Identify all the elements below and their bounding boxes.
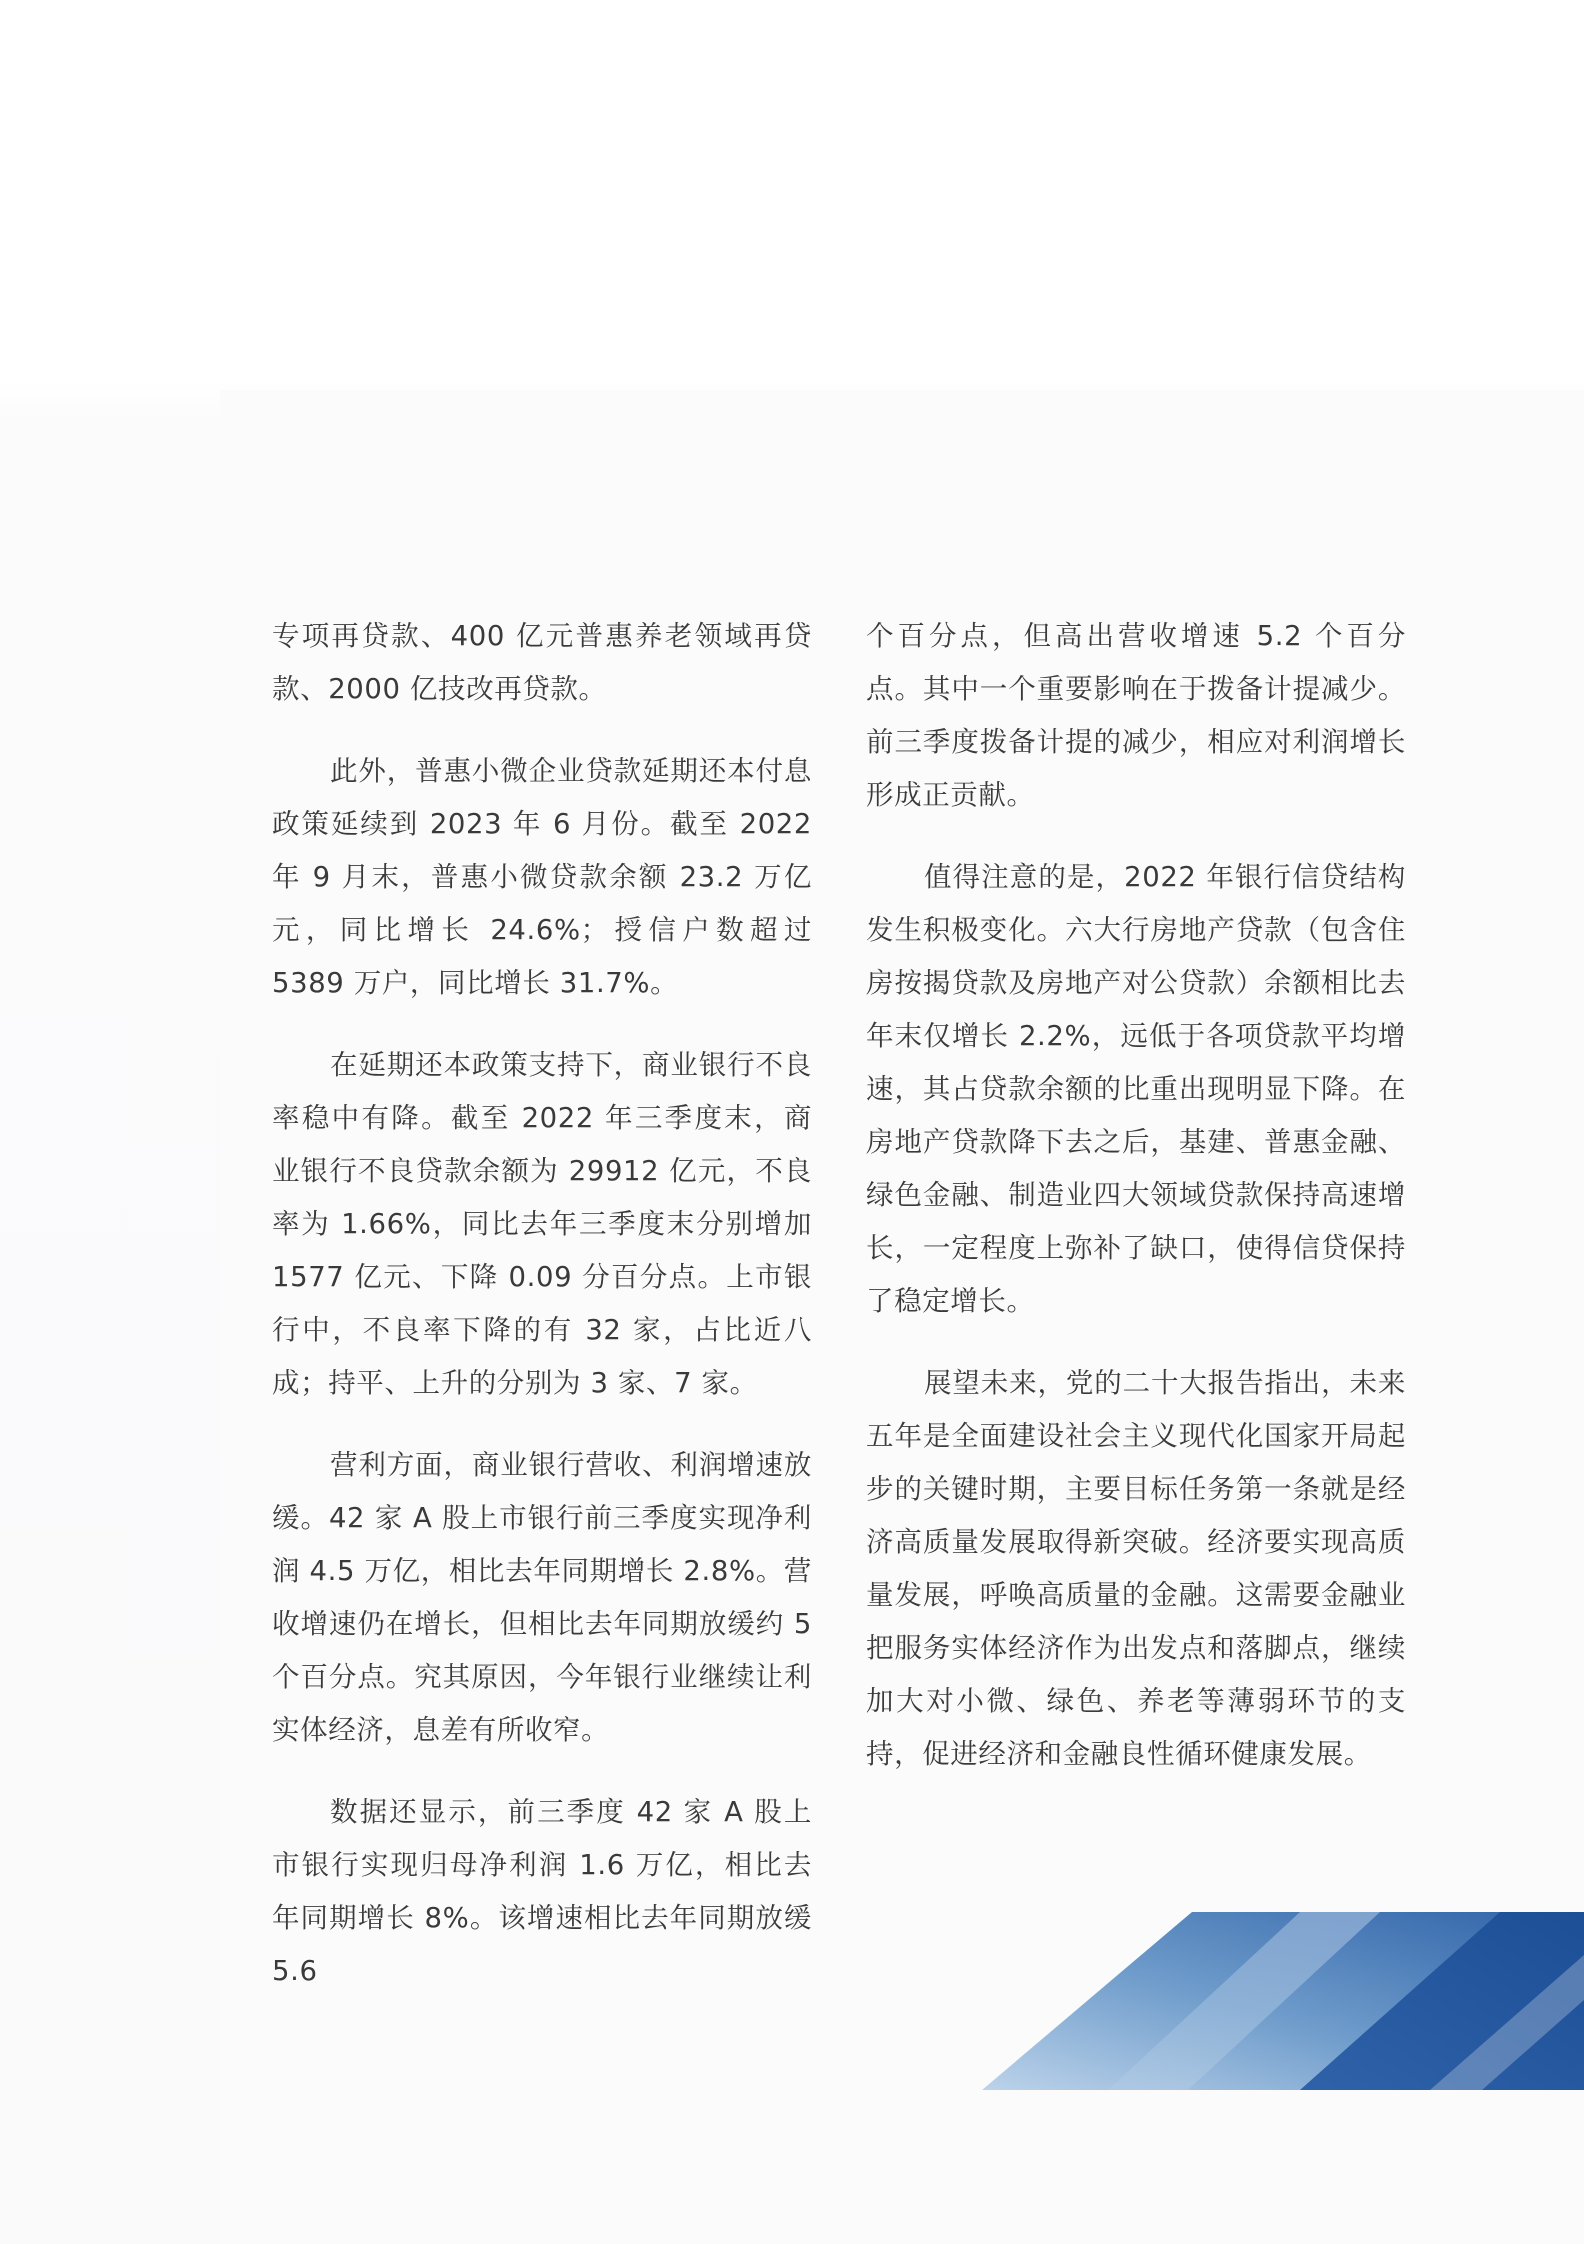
paragraph: 个百分点，但高出营收增速 5.2 个百分点。其中一个重要影响在于拨备计提减少。前三季度拨备计提的减少，相应对利润增长形成正贡献。 (866, 620, 1406, 811)
paragraph: 展望未来，党的二十大报告指出，未来五年是全面建设社会主义现代化国家开局起步的关键时期，主要目标任务第一条就是经济高质量发展取得新突破。经济要实现高质量发展，呼唤高质量的金融。这需要金融业把服务实体经济作为出发点和落脚点，继续加大对小微、绿色、养老等薄弱环节的支持，促进经济和金融良性循环健康发展。 (866, 1367, 1406, 1770)
paragraph: 专项再贷款、400 亿元普惠养老领域再贷款、2000 亿技改再贷款。 (272, 620, 812, 705)
paragraph: 数据还显示，前三季度 42 家 A 股上市银行实现归母净利润 1.6 万亿，相比去年同期增长 8%。该增速相比去年同期放缓 5.6 (272, 1796, 812, 1987)
paragraph: 在延期还本政策支持下，商业银行不良率稳中有降。截至 2022 年三季度末，商业银行不良贷款余额为 29912 亿元，不良率为 1.66%，同比去年三季度末分别增加 1577 亿元、下降 0.09 分百分点。上市银行中，不良率下降的有 32 家，占比近八成；持平、上升的分别为 3 家、7 家。 (272, 1049, 812, 1399)
paragraph: 此外，普惠小微企业贷款延期还本付息政策延续到 2023 年 6 月份。截至 2022 年 9 月末，普惠小微贷款余额 23.2 万亿元，同比增长 24.6%；授信户数超过 5389 万户，同比增长 31.7%。 (272, 755, 812, 999)
article-column-left (272, 610, 812, 2027)
paragraph: 值得注意的是，2022 年银行信贷结构发生积极变化。六大行房地产贷款（包含住房按揭贷款及房地产对公贷款）余额相比去年末仅增长 2.2%，远低于各项贷款平均增速，其占贷款余额的比重出现明显下降。在房地产贷款降下去之后，基建、普惠金融、绿色金融、制造业四大领域贷款保持高速增长，一定程度上弥补了缺口，使得信贷保持了稳定增长。 (866, 861, 1406, 1317)
article-column-right (866, 610, 1406, 1810)
paragraph: 营利方面，商业银行营收、利润增速放缓。42 家 A 股上市银行前三季度实现净利润 4.5 万亿，相比去年同期增长 2.8%。营收增速仍在增长，但相比去年同期放缓约 5 个百分点。究其原因，今年银行业继续让利实体经济，息差有所收窄。 (272, 1449, 812, 1746)
